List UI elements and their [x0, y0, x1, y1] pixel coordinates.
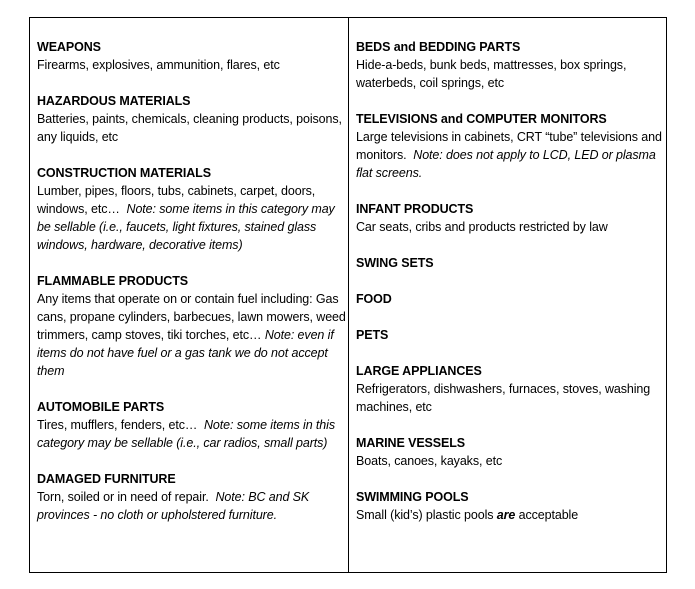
entry-description: Torn, soiled or in need of repair. Note: BC and SK provinces - no cloth or upholstered furniture.: [37, 490, 310, 522]
entry-flammable-products: [37, 272, 348, 380]
entry-note: Note: some items in this category may be sellable (i.e., car radios, small parts): [37, 418, 335, 450]
entry-damaged-furniture: [37, 470, 348, 524]
entry-heading: HAZARDOUS MATERIALS: [37, 94, 191, 108]
entry-infant-products: [356, 200, 666, 236]
prohibited-items-table: [29, 17, 667, 573]
entry-televisions: [356, 110, 666, 182]
entry-marine-vessels: [356, 434, 666, 470]
entry-description: Car seats, cribs and products restricted by law: [356, 220, 608, 234]
entry-note: Note: some items in this category may be sellable (i.e., faucets, light fixtures, stained glass windows, hardware, decorative items): [37, 202, 335, 252]
entry-heading: INFANT PRODUCTS: [356, 202, 474, 216]
entry-description: Boats, canoes, kayaks, etc: [356, 454, 503, 468]
entry-heading: LARGE APPLIANCES: [356, 364, 482, 378]
entry-description: Small (kid’s) plastic pools are acceptable: [356, 508, 579, 522]
entry-heading: CONSTRUCTION MATERIALS: [37, 166, 211, 180]
entry-pets: [356, 326, 666, 344]
entry-food: [356, 290, 666, 308]
entry-note: Note: BC and SK provinces - no cloth or upholstered furniture.: [37, 490, 310, 522]
entry-heading: AUTOMOBILE PARTS: [37, 400, 165, 414]
entry-heading: SWING SETS: [356, 256, 434, 270]
entry-heading: FLAMMABLE PRODUCTS: [37, 274, 188, 288]
entry-description: Any items that operate on or contain fuel including: Gas cans, propane cylinders, barbecues, lawn mowers, weed trimmers, camp stoves, tiki torches, etc… Note: even if items do not have fuel or a gas tank we do not accept them: [37, 292, 346, 378]
entry-swing-sets: [356, 254, 666, 272]
entry-hazardous-materials: [37, 92, 348, 146]
entry-note: Note: does not apply to LCD, LED or plasma flat screens.: [356, 148, 656, 180]
entry-note: Note: even if items do not have fuel or a gas tank we do not accept them: [37, 328, 334, 378]
entry-heading: SWIMMING POOLS: [356, 490, 469, 504]
entry-heading: MARINE VESSELS: [356, 436, 466, 450]
entry-construction-materials: [37, 164, 348, 254]
entry-description: Firearms, explosives, ammunition, flares, etc: [37, 58, 280, 72]
entry-heading: DAMAGED FURNITURE: [37, 472, 176, 486]
left-column: [30, 18, 349, 572]
entry-heading: PETS: [356, 328, 389, 342]
entry-description: Hide-a-beds, bunk beds, mattresses, box springs, waterbeds, coil springs, etc: [356, 58, 627, 90]
emphasis-word: are: [496, 508, 516, 522]
entry-heading: TELEVISIONS and COMPUTER MONITORS: [356, 112, 607, 126]
entry-heading: WEAPONS: [37, 40, 101, 54]
entry-automobile-parts: [37, 398, 348, 452]
entry-description: Batteries, paints, chemicals, cleaning products, poisons, any liquids, etc: [37, 112, 342, 144]
entry-heading: BEDS and BEDDING PARTS: [356, 40, 521, 54]
right-column: [349, 18, 666, 572]
entry-swimming-pools: [356, 488, 666, 524]
entry-description: Large televisions in cabinets, CRT “tube” televisions and monitors. Note: does not apply to LCD, LED or plasma flat screens.: [356, 130, 662, 180]
entry-description: Lumber, pipes, floors, tubs, cabinets, carpet, doors, windows, etc… Note: some items in this category may be sellable (i.e., faucets, light fixtures, stained glass windows, hardware, decorative items): [37, 184, 335, 252]
entry-description: Refrigerators, dishwashers, furnaces, stoves, washing machines, etc: [356, 382, 651, 414]
entry-large-appliances: [356, 362, 666, 416]
entry-heading: FOOD: [356, 292, 392, 306]
entry-description: Tires, mufflers, fenders, etc… Note: some items in this category may be sellable (i.e., car radios, small parts): [37, 418, 335, 450]
entry-beds: [356, 38, 666, 92]
entry-weapons: [37, 38, 348, 74]
